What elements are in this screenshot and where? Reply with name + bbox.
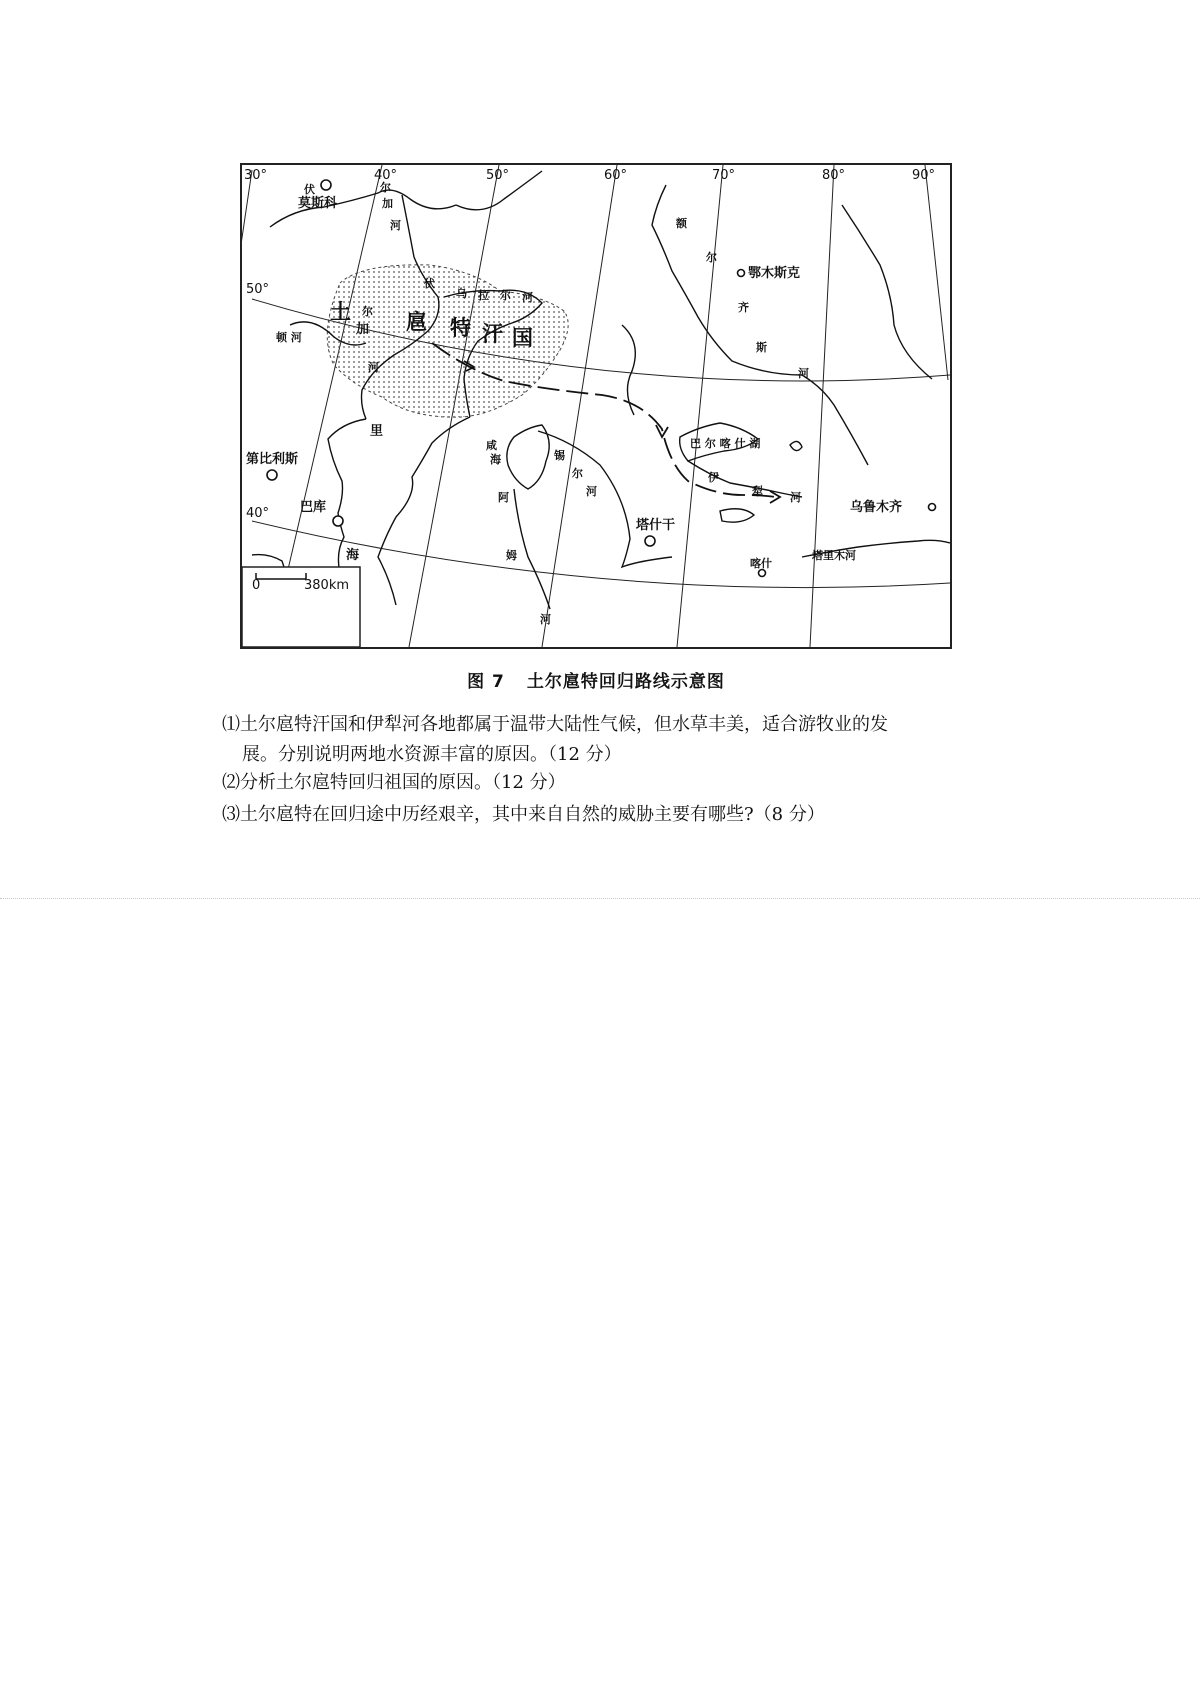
label-volga-lower-2: 河 (368, 361, 379, 374)
caspian-east-coast (378, 417, 470, 605)
label-moscow: 莫斯科 (298, 196, 338, 211)
label-ili-2: 犁 (752, 485, 763, 498)
question-3 (222, 800, 1022, 830)
route-map (242, 165, 950, 647)
label-aral-1: 咸 (486, 439, 497, 452)
label-ural-1: 乌 (456, 287, 467, 300)
label-urumqi: 乌鲁木齐 (850, 500, 903, 515)
question-2-text: ⑵分析土尔扈特回归祖国的原因。（12 分） (222, 772, 566, 793)
meridian-80 (810, 165, 834, 647)
label-irtysh-3: 齐 (738, 301, 749, 314)
moscow-marker (321, 180, 331, 190)
meridian-60 (542, 165, 617, 647)
tashkent-marker (645, 536, 655, 546)
question-1 (222, 710, 1022, 770)
label-syr-2: 尔 (572, 467, 583, 480)
label-irtysh-1: 额 (676, 217, 687, 230)
label-tarim: 塔里木河 (812, 549, 856, 562)
label-aral-2: 海 (490, 453, 501, 466)
place-labels (246, 195, 902, 570)
label-lat-40: 40° (246, 506, 270, 521)
region-char: 扈 (406, 310, 429, 334)
label-lon-40: 40° (374, 168, 398, 183)
label-irtysh-4: 斯 (756, 341, 767, 354)
meridian-90 (925, 165, 948, 380)
label-irtysh-2: 尔 (706, 251, 717, 264)
label-ural-2: 拉 (478, 289, 489, 302)
label-balkhash: 巴 尔 喀 什 湖 (690, 437, 761, 450)
region-char: 尔 (362, 305, 373, 318)
label-lon-90: 90° (912, 168, 936, 183)
issyk-kul-shore (720, 509, 754, 522)
page-divider (0, 898, 1200, 899)
label-caspian-1: 里 (370, 424, 384, 439)
omsk-marker (738, 270, 745, 277)
label-baku: 巴库 (300, 500, 327, 515)
label-lon-50: 50° (486, 168, 510, 183)
question-1-line-1: ⑴土尔扈特汗国和伊犁河各地都属于温带大陆性气候，但水草丰美，适合游牧业的发 (222, 714, 888, 735)
scale-bar (242, 567, 360, 647)
label-lon-30: 30° (244, 168, 268, 183)
lake-small (790, 441, 802, 450)
aral-sea-shore (507, 425, 549, 489)
figure-title: 土尔扈特回归路线示意图 (526, 672, 725, 692)
question-1-line-2: 展。分别说明两地水资源丰富的原因。（12 分） (242, 744, 622, 765)
baku-marker (333, 516, 343, 526)
label-ural-prefix: 伏 (424, 277, 435, 290)
amu-darya (514, 489, 550, 609)
label-tashkent: 塔什干 (636, 518, 676, 533)
ob-river (842, 205, 932, 379)
figure-caption (240, 667, 952, 692)
label-volga-4: 河 (390, 219, 401, 232)
urumqi-marker (929, 504, 936, 511)
label-ili-3: 河 (790, 491, 801, 504)
label-lat-50: 50° (246, 282, 270, 297)
route-map-figure (240, 163, 952, 649)
label-don: 顿 河 (276, 331, 302, 344)
region-char: 特 (450, 316, 473, 340)
meridian-70 (677, 165, 723, 647)
label-volga-lower-1: 加 (356, 322, 370, 337)
label-volga-2: 尔 (380, 181, 391, 194)
label-lon-60: 60° (604, 168, 628, 183)
figure-number: 图 7 (467, 672, 505, 692)
label-tbilisi: 第比利斯 (246, 452, 299, 467)
label-lon-80: 80° (822, 168, 846, 183)
scale-distance: 380km (304, 578, 350, 593)
label-amu-1: 阿 (498, 491, 509, 504)
label-amu-3: 河 (540, 613, 551, 626)
label-volga-3: 加 (382, 197, 393, 210)
label-syr-1: 锡 (554, 449, 565, 462)
label-kashgar: 喀什 (750, 557, 772, 570)
region-char: 国 (512, 326, 535, 350)
label-amu-2: 姆 (506, 549, 517, 562)
kashgar-marker (759, 570, 766, 577)
label-syr-3: 河 (586, 485, 597, 498)
question-3-text: ⑶土尔扈特在回归途中历经艰辛，其中来自自然的威胁主要有哪些?（8 分） (222, 804, 825, 825)
label-irtysh-5: 河 (798, 367, 809, 380)
scale-zero: 0 (252, 578, 261, 593)
label-ural-4: 河 (522, 291, 533, 304)
ili-river (688, 461, 802, 497)
label-caspian-2: 海 (346, 548, 360, 563)
label-lon-70: 70° (712, 168, 736, 183)
label-volga-1: 伏 (304, 183, 315, 196)
label-ili-1: 伊 (708, 471, 719, 484)
label-ural-3: 尔 (500, 289, 511, 302)
region-char: 汗 (482, 322, 505, 346)
tbilisi-marker (267, 470, 277, 480)
region-char: 土 (330, 300, 353, 324)
question-2 (222, 768, 1022, 798)
label-omsk: 鄂木斯克 (748, 266, 801, 281)
